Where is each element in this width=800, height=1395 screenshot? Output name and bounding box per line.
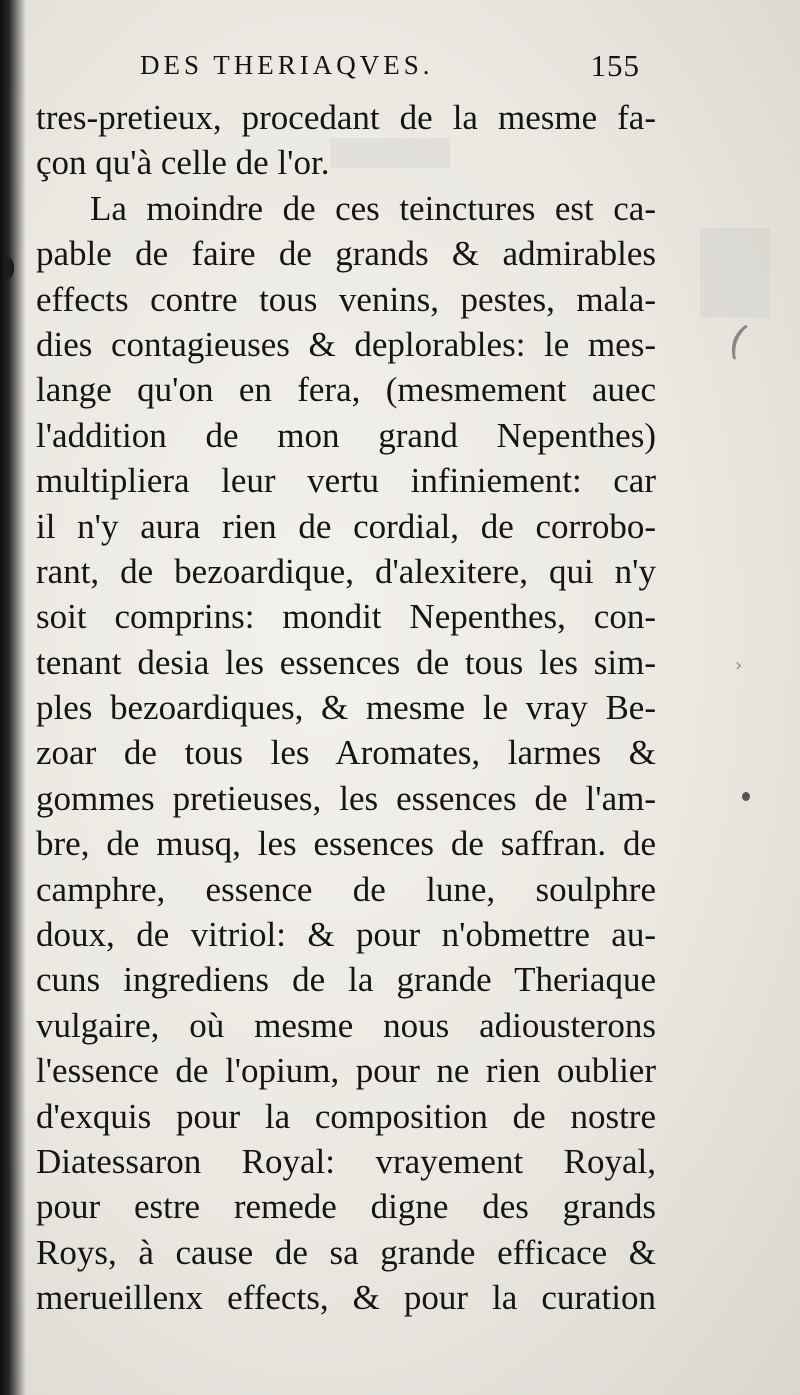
text-line: il n'y aura rien de cordial, de corrobo- xyxy=(36,506,656,546)
text-line: Roys, à cause de sa grande efficace & xyxy=(36,1232,656,1272)
text-line: lange qu'on en fera, (mesmement auec xyxy=(36,370,656,410)
page-number: 155 xyxy=(590,48,640,83)
margin-mark: ( xyxy=(722,316,754,366)
text-line: ples bezoardiques, & mesme le vray Be- xyxy=(36,688,656,728)
page-header xyxy=(140,50,640,90)
text-line: rant, de bezoardique, d'alexitere, qui n'y xyxy=(36,551,656,591)
text-line: soit comprins: mondit Nepenthes, con- xyxy=(36,597,656,637)
text-line: tenant desia les essences de tous les sim- xyxy=(36,642,656,682)
text-line: d'exquis pour la composition de nostre xyxy=(36,1096,656,1136)
text-line: zoar de tous les Aromates, larmes & xyxy=(36,733,656,773)
text-line: camphre, essence de lune, soulphre xyxy=(36,869,656,909)
text-line: bre, de musq, les essences de saffran. de xyxy=(36,824,656,864)
text-line: pable de faire de grands & admirables xyxy=(36,234,656,274)
text-line: dies contagieuses & deplorables: le mes- xyxy=(36,324,656,364)
margin-mark: › xyxy=(735,655,743,676)
scan-edge-shadow xyxy=(0,0,26,1395)
text-line: çon qu'à celle de l'or. xyxy=(36,143,330,183)
text-line: l'essence de l'opium, pour ne rien oublier xyxy=(36,1051,656,1091)
text-line: La moindre de ces teinctures est ca- xyxy=(90,188,656,228)
text-line: Diatessaron Royal: vrayement Royal, xyxy=(36,1141,656,1181)
text-line: doux, de vitriol: & pour n'obmettre au- xyxy=(36,915,656,955)
text-line: vulgaire, où mesme nous adiousterons xyxy=(36,1005,656,1045)
text-line: pour estre remede digne des grands xyxy=(36,1187,656,1227)
text-line: effects contre tous venins, pestes, mala- xyxy=(36,279,656,319)
text-line: merueillenx effects, & pour la curation xyxy=(36,1278,656,1318)
text-line: tres-pretieux, procedant de la mesme fa- xyxy=(36,98,656,137)
show-through-smudge xyxy=(700,228,770,318)
text-line: cuns ingrediens de la grande Theriaque xyxy=(36,960,656,1000)
text-line: multipliera leur vertu infiniement: car xyxy=(36,461,656,501)
text-line: gommes pretieuses, les essences de l'am- xyxy=(36,778,656,818)
ink-speck xyxy=(4,258,14,278)
text-line: l'addition de mon grand Nepenthes) xyxy=(36,415,656,455)
ink-speck xyxy=(742,792,750,801)
body-text xyxy=(36,95,656,1321)
running-head: DES THERIAQVES. xyxy=(140,50,434,80)
